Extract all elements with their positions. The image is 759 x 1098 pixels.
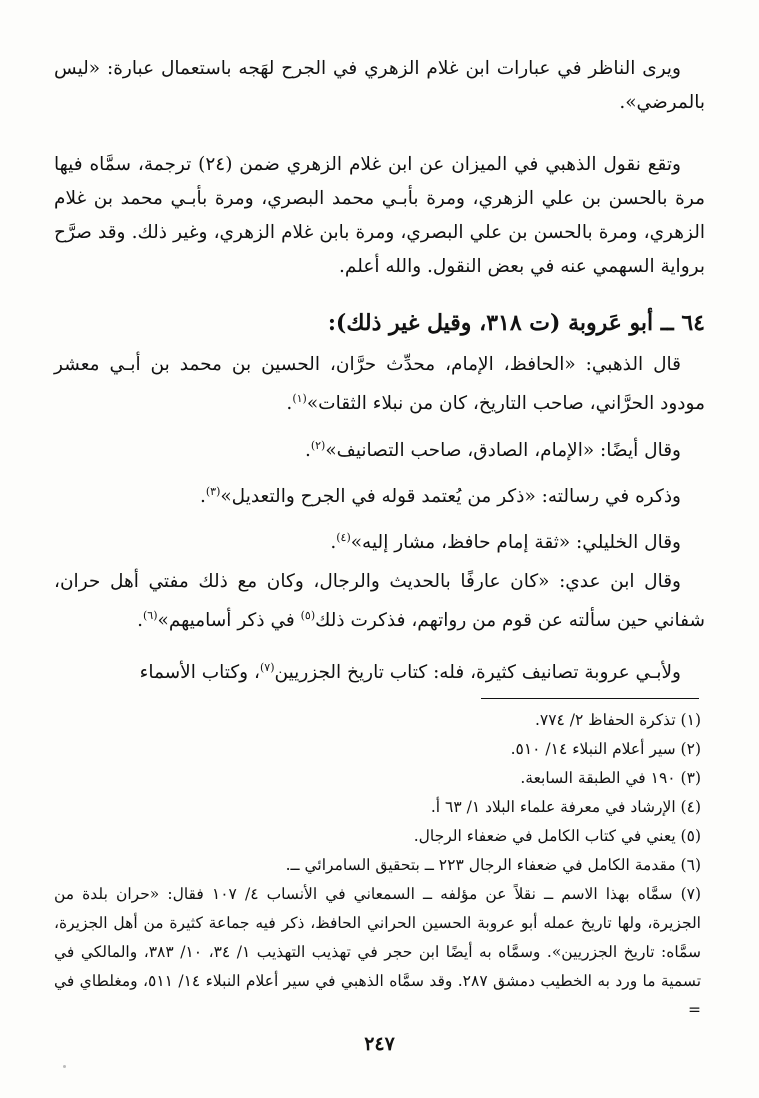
footnote: (٣) ١٩٠ في الطبقة السابعة.	[520, 769, 701, 787]
footnote: (٢) سير أعلام النبلاء ١٤/ ٥١٠.	[510, 740, 701, 758]
footnote: (٧) سمَّاه بهذا الاسم ــ نقلاً عن مؤلفه ــ السمعاني في الأنساب ٤/ ١٠٧ فقال: «حران بلدة من الجزيرة، ولها تاريخ عمله أبو عروبة الحسين الحراني الحافظ، ذكر فيه جماعة كثيرة من أهل الجزيرة، سمَّاه: تاريخ الجزريين». وسمَّاه به أيضًا ابن حجر في تهذيب التهذيب ١/ ٣٤، ١٠/ ٣٨٣، والمالكي في تسمية ما ورد به الخطيب دمشق ٢٨٧. وقد سمَّاه الذهبي في سير أعلام النبلاء ١٤/ ٥١١، ومغلطاي في =	[54, 885, 702, 1019]
footnote-ref: (٢)	[310, 439, 326, 452]
footnote-ref: (٧)	[259, 661, 275, 674]
body-paragraph: وقال أيضًا: «الإمام، الصادق، صاحب التصانيف»$^{(٢)}$.	[304, 439, 681, 462]
footnote-separator	[481, 698, 699, 699]
footnote: (١) تذكرة الحفاظ ٢/ ٧٧٤.	[534, 711, 701, 729]
body-paragraph: وقال ابن عدي: «كان عارفًا بالحديث والرجال، وكان مع ذلك مفتي أهل حران، شفاني حين سألته عن قوم من رواتهم، فذكرت ذلك$^{(٥)}$ في ذكر أساميهم»$^{(٦)}$.	[54, 571, 705, 632]
footnote-ref: (٥)	[300, 609, 316, 622]
paragraph-intro: ويرى الناظر في عبارات ابن غلام الزهري في الجرح لهَجه باستعمال عبارة: «ليس بالمرضي».	[54, 58, 705, 113]
page-number: ٢٤٧	[364, 1033, 395, 1055]
paragraph-dhahabi-quotes: وتقع نقول الذهبي في الميزان عن ابن غلام الزهري ضمن (٢٤) ترجمة، سمَّاه فيها مرة بالحسن بن علي الزهري، ومرة بأبـي محمد البصري، ومرة بأبـي محمد بن غلام الزهري، ومرة بالحسن بن علي البصري، ومرة بابن غلام الزهري، وغير ذلك. وقد صرَّح برواية السهمي عنه في بعض النقول. والله أعلم.	[54, 154, 705, 277]
body-paragraph: وقال الخليلي: «ثقة إمام حافظ، مشار إليه»$^{(٤)}$.	[330, 531, 681, 554]
footnote: (٥) يعني في كتاب الكامل في ضعفاء الرجال.	[413, 827, 701, 845]
body-paragraph: وذكره في رسالته: «ذكر من يُعتمد قوله في الجرح والتعديل»$^{(٣)}$.	[199, 485, 681, 508]
footnote: (٤) الإرشاد في معرفة علماء البلاد ١/ ٦٣ أ.	[430, 798, 701, 816]
footnote: (٦) مقدمة الكامل في ضعفاء الرجال ٢٢٣ ــ بتحقيق السامرائي ــ.	[285, 856, 701, 874]
footnote-ref: (٤)	[336, 531, 351, 544]
body-paragraph: ولأبـي عروبة تصانيف كثيرة، فله: كتاب تاريخ الجزريين$^{(٧)}$، وكتاب الأسماء	[139, 661, 681, 684]
footnote-ref: (٣)	[205, 485, 221, 498]
footnote-ref: (٦)	[143, 609, 158, 622]
scan-speck	[63, 1065, 66, 1068]
entry-heading: ٦٤ ــ أبو عَروبة (ت ٣١٨، وقيل غير ذلك):	[327, 310, 705, 336]
body-paragraph: قال الذهبي: «الحافظ، الإمام، محدِّث حرَّان، الحسين بن محمد بن أبـي معشر مودود الحرَّاني، صاحب التاريخ، كان من نبلاء الثقات»$^{(١)}$.	[54, 354, 705, 415]
footnote-ref: (١)	[292, 392, 307, 405]
